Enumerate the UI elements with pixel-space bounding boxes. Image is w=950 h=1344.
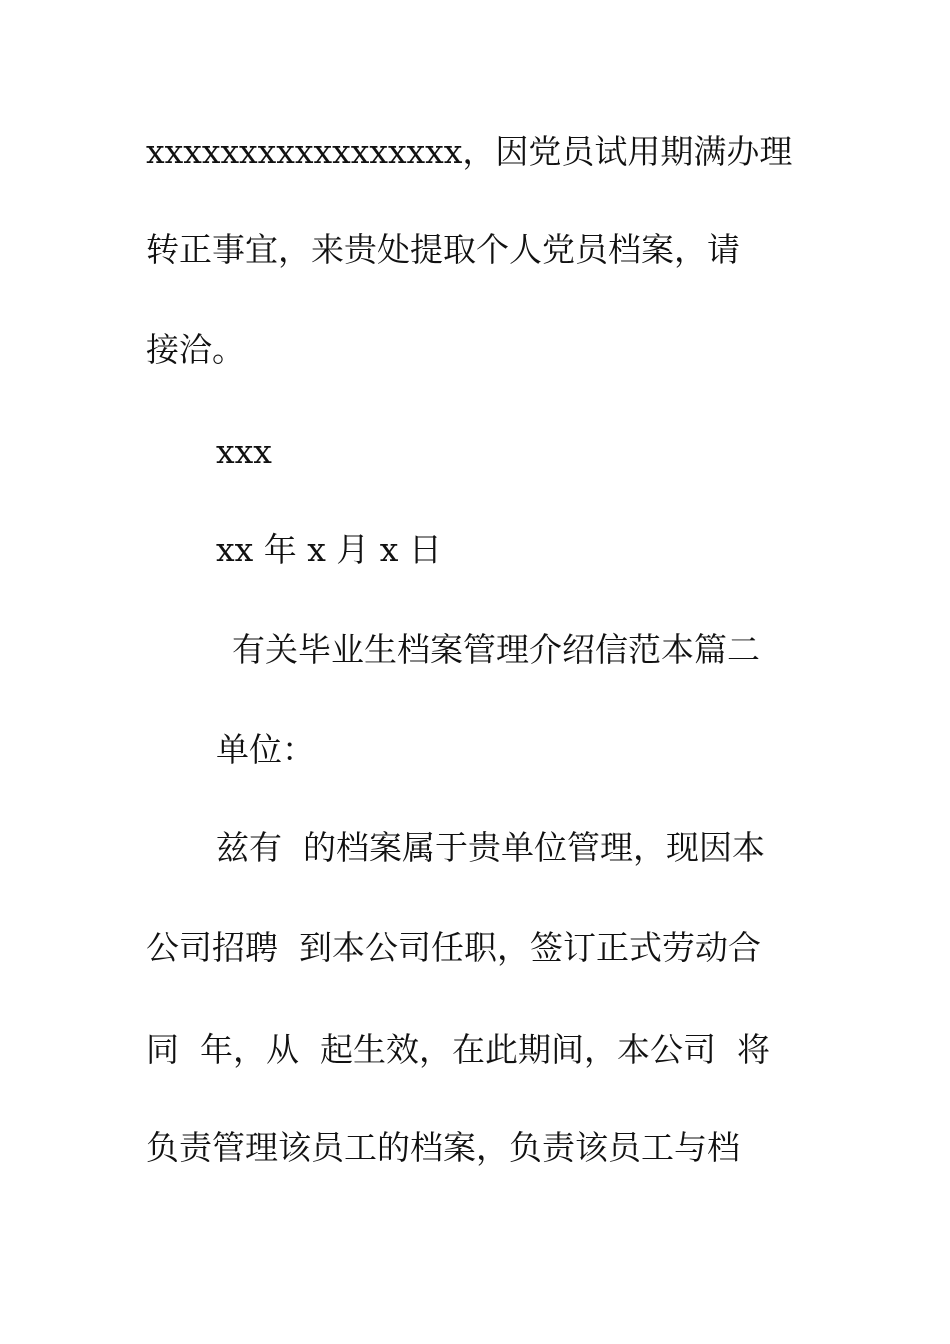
- signature-name: xxx: [216, 432, 272, 471]
- paragraph-2-line-2: 公司招聘 到本公司任职，签订正式劳动合: [146, 928, 761, 967]
- paragraph-2-line-1: 兹有 的档案属于贵单位管理，现因本: [216, 828, 765, 867]
- section-heading: 有关毕业生档案管理介绍信范本篇二: [232, 630, 760, 669]
- paragraph-1-line-1: xxxxxxxxxxxxxxxxx，因党员试用期满办理: [146, 132, 793, 171]
- signature-date: xx 年 x 月 x 日: [216, 530, 442, 569]
- paragraph-1-line-3: 接洽。: [146, 330, 245, 369]
- paragraph-2-line-4: 负责管理该员工的档案，负责该员工与档: [146, 1128, 740, 1167]
- paragraph-1-line-2: 转正事宜，来贵处提取个人党员档案，请: [146, 230, 740, 269]
- salutation: 单位：: [216, 730, 315, 769]
- paragraph-2-line-3: 同 年，从 起生效，在此期间，本公司 将: [146, 1030, 770, 1069]
